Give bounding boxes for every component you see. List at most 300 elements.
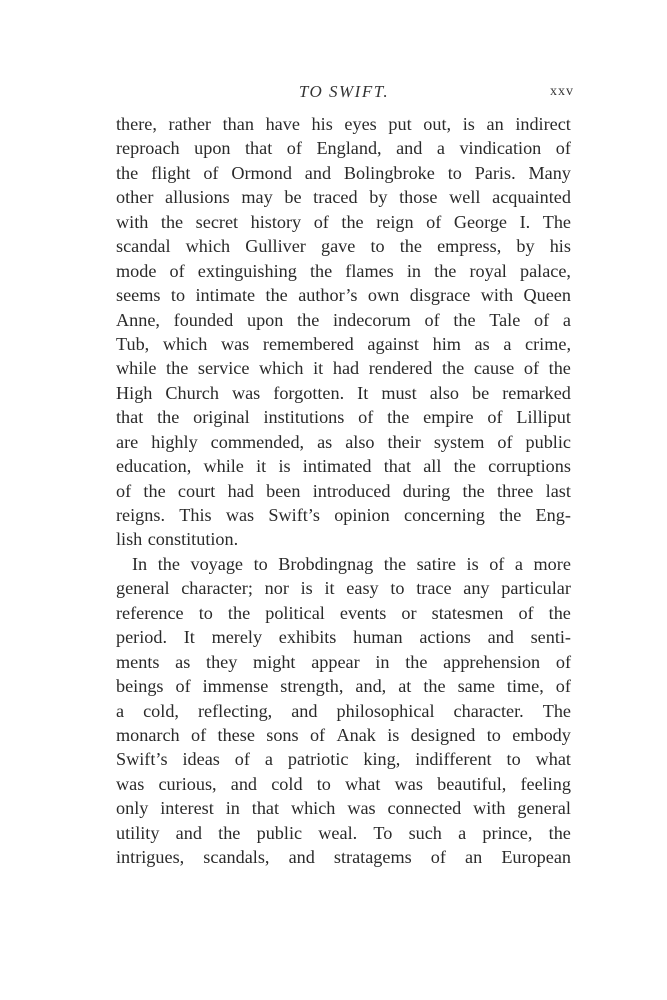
text-line <box>116 796 571 820</box>
word: what <box>535 749 571 770</box>
word: opinion <box>334 505 390 525</box>
word: author’s <box>298 285 358 306</box>
word: with <box>480 285 514 306</box>
word: gave <box>321 236 356 257</box>
word: the <box>143 480 166 501</box>
text-line <box>116 650 571 674</box>
word: of <box>487 407 503 428</box>
word: Brobdingnag <box>278 553 374 574</box>
word: founded <box>173 309 234 330</box>
word: monarch <box>116 724 180 745</box>
word: that <box>251 798 280 819</box>
word: indifferent <box>415 749 492 770</box>
text-line <box>116 479 571 503</box>
word: what <box>345 773 381 794</box>
word: character. <box>453 700 524 721</box>
text-line <box>116 723 571 747</box>
word: the <box>548 822 571 843</box>
word: the <box>166 358 189 379</box>
word: and <box>230 773 258 794</box>
word: must <box>381 382 417 403</box>
word: interest <box>160 798 214 819</box>
word: of <box>175 676 191 697</box>
word: reproach <box>116 138 180 159</box>
word: last <box>545 480 571 501</box>
word: cold, <box>143 700 179 721</box>
word: rendered <box>368 358 433 379</box>
word: scandals, <box>203 847 270 868</box>
word: strength, <box>280 676 344 697</box>
word: they <box>206 651 238 672</box>
word: with <box>116 211 149 232</box>
word: concerning <box>404 505 485 525</box>
text-line <box>116 845 571 869</box>
word: king, <box>363 749 401 770</box>
word: to <box>447 162 462 183</box>
word: of <box>497 431 513 452</box>
word: merely <box>211 627 263 648</box>
word: to <box>198 602 213 623</box>
word: which <box>259 358 304 379</box>
word: Gulliver <box>245 236 306 257</box>
text-line <box>116 454 571 478</box>
word: vindication <box>459 138 542 159</box>
word: was <box>231 382 261 403</box>
word: the <box>387 407 410 428</box>
word: to <box>506 749 521 770</box>
word: Church <box>165 382 219 403</box>
word: general <box>116 578 170 599</box>
text-line <box>116 185 571 209</box>
word: intrigues, <box>116 847 185 868</box>
word: of <box>555 651 571 672</box>
word: and <box>396 138 423 159</box>
word: with <box>473 798 506 819</box>
word: and <box>304 162 332 183</box>
word: it <box>313 358 324 379</box>
word: the <box>499 505 522 525</box>
word: the <box>453 309 476 330</box>
word: the <box>405 651 428 672</box>
word: the <box>548 602 571 623</box>
word: are <box>116 431 139 452</box>
word: palace, <box>519 260 571 281</box>
page-number: xxv <box>550 84 574 99</box>
word: remarked <box>502 382 571 403</box>
word: of <box>234 749 250 770</box>
word: is <box>278 456 291 477</box>
word: indecorum <box>332 309 411 330</box>
word: out, <box>423 114 452 134</box>
text-line <box>116 772 571 796</box>
word: exhibits <box>278 627 337 648</box>
word: as <box>175 651 191 672</box>
word: introduced <box>312 480 391 501</box>
word: in <box>406 260 422 281</box>
word: mode <box>116 260 157 281</box>
word: such <box>408 822 442 843</box>
word: cause <box>473 358 515 379</box>
word: general <box>517 798 571 819</box>
word: of <box>555 138 571 159</box>
word: time, <box>506 676 544 697</box>
word: To <box>373 822 393 843</box>
word: European <box>501 847 571 868</box>
word: a <box>116 700 125 721</box>
word: of <box>518 602 534 623</box>
word: their <box>387 431 421 452</box>
word: and <box>288 847 315 868</box>
word: while <box>116 358 157 379</box>
word: easy <box>346 578 379 599</box>
word: a <box>436 138 445 159</box>
word: education, <box>116 456 192 477</box>
word: of <box>203 162 219 183</box>
word: of <box>191 724 207 745</box>
word: the <box>441 358 465 379</box>
word: intimate <box>195 285 256 306</box>
word: seems <box>116 285 161 306</box>
word: ments <box>116 651 160 672</box>
word: Anne, <box>116 309 160 330</box>
text-line <box>116 552 571 576</box>
word: or <box>401 602 417 623</box>
text-line <box>116 747 571 771</box>
word: it <box>256 456 267 477</box>
word: the <box>453 456 476 477</box>
word: patriotic <box>287 749 349 770</box>
page-header <box>116 82 572 104</box>
word: also <box>345 431 375 452</box>
word: to <box>253 553 268 574</box>
word: The <box>542 700 571 721</box>
word: highly <box>151 431 198 452</box>
word: own <box>367 285 400 306</box>
word: of <box>534 309 550 330</box>
word: intimated <box>302 456 372 477</box>
word: had <box>227 480 254 501</box>
word: an <box>486 114 504 134</box>
word: scandal <box>116 236 171 257</box>
word: particular <box>501 578 571 599</box>
word: of <box>424 309 440 330</box>
word: to <box>390 578 405 599</box>
word: curious, <box>158 773 217 794</box>
word: acquainted <box>492 187 571 208</box>
word: Tale <box>489 309 521 330</box>
word: satire <box>416 553 456 574</box>
word: the <box>434 260 457 281</box>
word: stratagems <box>333 847 412 868</box>
word: only <box>116 798 149 819</box>
word: philosophical <box>336 700 435 721</box>
word: his <box>311 114 333 134</box>
body-text <box>116 112 571 870</box>
word: character; <box>181 578 253 599</box>
word: system <box>433 431 485 452</box>
word: been <box>266 480 301 501</box>
word: upon <box>246 309 284 330</box>
word: of <box>489 553 505 574</box>
word: other <box>116 187 154 208</box>
word: trace <box>416 578 452 599</box>
word: the <box>341 211 364 232</box>
word: commended, <box>210 431 305 452</box>
word: those <box>399 187 438 208</box>
word: designed <box>410 724 476 745</box>
word: empire <box>423 407 474 428</box>
word: was <box>225 505 255 525</box>
word: of <box>426 211 442 232</box>
word: ideas <box>182 749 220 770</box>
word: rather <box>168 114 211 134</box>
word: a <box>264 749 273 770</box>
word: was <box>347 798 376 819</box>
word: be <box>472 382 490 403</box>
word: the <box>309 260 333 281</box>
word: Swift’s <box>116 749 168 770</box>
word: crime, <box>525 333 571 354</box>
word: This <box>179 505 212 525</box>
word: voyage <box>190 553 244 574</box>
word: the <box>383 553 407 574</box>
word: to <box>370 236 385 257</box>
word: reference <box>116 602 184 623</box>
word: of <box>555 676 571 697</box>
word: of <box>313 211 329 232</box>
word: secret <box>195 211 239 232</box>
word: there, <box>116 114 157 134</box>
word: public <box>525 431 571 452</box>
word: three <box>497 480 534 501</box>
word: in <box>375 651 390 672</box>
word: an <box>465 847 483 868</box>
word: beings <box>116 676 164 697</box>
word: is <box>300 578 313 599</box>
word: of <box>286 138 302 159</box>
word: immense <box>202 676 269 697</box>
word: Swift’s <box>268 505 320 525</box>
word: beautiful, <box>437 773 507 794</box>
word: extinguishing <box>197 260 297 281</box>
word: allusions <box>165 187 230 208</box>
word: of <box>430 847 446 868</box>
text-line <box>116 283 571 307</box>
word: Anak <box>336 724 376 745</box>
word: It <box>357 382 369 403</box>
word: may <box>241 187 273 208</box>
text-line <box>116 430 571 454</box>
text-line <box>116 674 571 698</box>
word: as <box>474 333 490 354</box>
word: political <box>265 602 325 623</box>
text-line <box>116 601 571 625</box>
word: The <box>542 211 571 232</box>
word: the <box>157 407 180 428</box>
word: is <box>462 114 475 134</box>
word: also <box>429 382 460 403</box>
word: It <box>183 627 195 648</box>
word: empress, <box>437 236 502 257</box>
word: reign <box>376 211 414 232</box>
word: sons <box>266 724 299 745</box>
word: apprehension <box>443 651 541 672</box>
word: than <box>222 114 254 134</box>
text-line <box>116 259 571 283</box>
text-line <box>116 112 571 136</box>
word: constitution. <box>147 529 239 550</box>
word: statesmen <box>431 602 504 623</box>
word: it <box>324 578 335 599</box>
word: lish <box>116 529 143 550</box>
word: original <box>193 407 250 428</box>
word: feeling <box>520 773 571 794</box>
text-line <box>116 332 571 356</box>
text-line <box>116 381 571 405</box>
word: which <box>162 333 208 354</box>
word: his <box>549 236 571 257</box>
word: all <box>423 456 442 477</box>
word: and <box>291 700 318 721</box>
word: indirect <box>515 114 571 134</box>
text-line <box>116 308 571 332</box>
word: at <box>398 676 412 697</box>
word: disgrace <box>409 285 471 306</box>
word: remembered <box>262 333 354 354</box>
word: utility <box>116 822 160 843</box>
text-line <box>116 576 571 600</box>
word: the <box>548 358 571 379</box>
word: more <box>533 553 571 574</box>
word: a <box>503 333 512 354</box>
word: appear <box>311 651 360 672</box>
word: the <box>462 480 485 501</box>
text-line <box>116 210 571 234</box>
word: eyes <box>344 114 377 134</box>
word: events <box>339 602 387 623</box>
word: nor <box>264 578 289 599</box>
word: have <box>265 114 300 134</box>
word: him <box>432 333 461 354</box>
word: cold <box>271 773 303 794</box>
word: Bolingbroke <box>343 162 435 183</box>
word: and <box>487 627 514 648</box>
word: actions <box>419 627 471 648</box>
word: corruptions <box>488 456 571 477</box>
word: during <box>402 480 451 501</box>
text-line <box>116 821 571 845</box>
word: to <box>170 285 186 306</box>
word: Paris. <box>474 162 516 183</box>
word: the <box>227 602 251 623</box>
word: is <box>466 553 479 574</box>
word: as <box>317 431 333 452</box>
word: by <box>369 187 388 208</box>
word: institutions <box>263 407 345 428</box>
word: flames <box>345 260 394 281</box>
word: traced <box>313 187 358 208</box>
word: same <box>457 676 495 697</box>
word: of <box>116 480 132 501</box>
word: court <box>177 480 216 501</box>
text-line <box>116 234 571 258</box>
word: a <box>562 309 571 330</box>
word: of <box>358 407 374 428</box>
word: was <box>116 773 145 794</box>
running-title: TO SWIFT. <box>298 82 390 101</box>
word: a <box>514 553 523 574</box>
word: the <box>399 236 422 257</box>
word: any <box>463 578 490 599</box>
word: connected <box>387 798 462 819</box>
word: a <box>458 822 467 843</box>
word: forgotten. <box>273 382 345 403</box>
word: had <box>332 358 360 379</box>
word: the <box>423 676 446 697</box>
word: that <box>245 138 273 159</box>
word: Many <box>528 162 571 183</box>
text-line <box>116 527 571 551</box>
word: the <box>157 553 180 574</box>
word: which <box>290 798 336 819</box>
word: I. <box>519 211 531 232</box>
word: public <box>256 822 303 843</box>
word: In <box>132 553 148 574</box>
word: High <box>116 382 153 403</box>
word: these <box>217 724 255 745</box>
word: the <box>160 211 184 232</box>
word: was <box>394 773 423 794</box>
word: period. <box>116 627 168 648</box>
word: well <box>449 187 481 208</box>
word: put <box>388 114 412 134</box>
word: Tub, <box>116 333 150 354</box>
word: be <box>284 187 302 208</box>
word: in <box>225 798 240 819</box>
word: the <box>116 162 139 183</box>
word: Ormond <box>231 162 292 183</box>
word: the <box>218 822 241 843</box>
word: upon <box>194 138 231 159</box>
text-line <box>116 161 571 185</box>
word: of <box>169 260 185 281</box>
text-line <box>116 699 571 723</box>
word: Lilliput <box>516 407 571 428</box>
word: the <box>297 309 320 330</box>
word: might <box>253 651 296 672</box>
word: flight <box>151 162 191 183</box>
word: reflecting, <box>197 700 273 721</box>
word: by <box>516 236 535 257</box>
text-line <box>116 356 571 380</box>
text-line <box>116 405 571 429</box>
word: and <box>175 822 202 843</box>
word: England, <box>316 138 382 159</box>
word: Eng- <box>535 505 571 525</box>
word: which <box>185 236 231 257</box>
word: senti- <box>530 627 571 648</box>
word: that <box>383 456 411 477</box>
word: of <box>523 358 540 379</box>
word: the <box>265 285 288 306</box>
word: and, <box>355 676 387 697</box>
word: human <box>353 627 403 648</box>
word: to <box>316 773 331 794</box>
text-line <box>116 503 571 527</box>
text-line <box>116 136 571 160</box>
word: is <box>387 724 400 745</box>
word: against <box>367 333 419 354</box>
